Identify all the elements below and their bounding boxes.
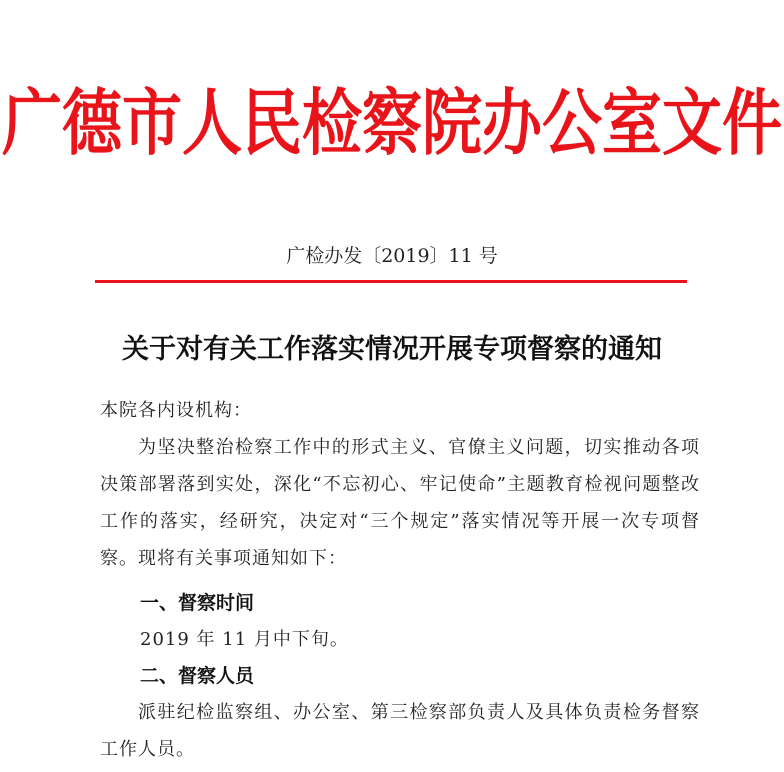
issuer-header: 广德市人民检察院办公室文件	[2, 82, 782, 166]
section-content-2: 派驻纪检监察组、办公室、第三检察部负责人及具体负责检务督察工作人员。	[100, 702, 700, 760]
intro-paragraph: 为坚决整治检察工作中的形式主义、官僚主义问题，切实推动各项决策部署落到实处，深化“不忘初心、牢记使命”主题教育检视问题整改工作的落实，经研究，决定对“三个规定”落实情况等开展一次专项督察。现将有关事项通知如下：	[100, 437, 700, 569]
section-heading-1: 一、督察时间	[140, 592, 255, 614]
section-heading-2: 二、督察人员	[140, 665, 255, 687]
document-number: 广检办发〔2019〕11 号	[286, 245, 498, 267]
section-content-1: 2019 年 11 月中下旬。	[140, 629, 349, 650]
red-divider-line	[95, 280, 687, 283]
document-title: 关于对有关工作落实情况开展专项督察的通知	[122, 334, 662, 365]
addressee: 本院各内设机构：	[100, 400, 252, 421]
